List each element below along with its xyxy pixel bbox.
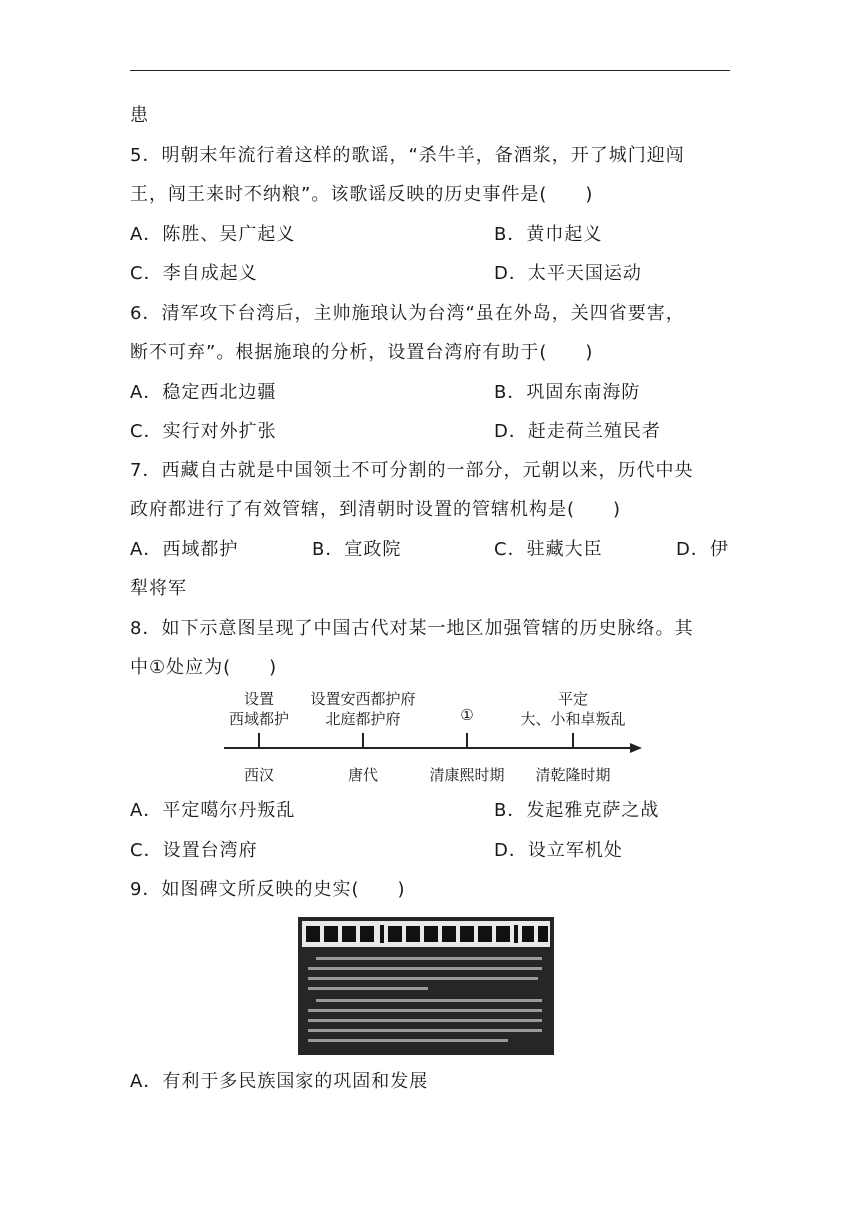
question-7-option-d[interactable]: D．伊	[676, 539, 729, 560]
question-7-option-d-continued: 犁将军	[130, 578, 187, 599]
stele-text-line	[308, 1029, 542, 1032]
history-timeline	[216, 686, 646, 792]
question-9-option-a[interactable]: A．有利于多民族国家的巩固和发展	[130, 1071, 429, 1092]
timeline-arrow-icon	[630, 743, 642, 753]
question-6-stem-line2: 断不可弃”。根据施琅的分析，设置台湾府有助于( )	[130, 342, 594, 363]
continued-text: 患	[130, 105, 149, 126]
stele-text-line	[308, 967, 542, 970]
timeline-tick	[258, 733, 260, 749]
question-8-stem-line2: 中①处应为( )	[130, 657, 278, 678]
stele-text-line	[308, 1009, 542, 1012]
question-8-option-c[interactable]: C．设置台湾府	[130, 840, 258, 861]
question-7-option-a[interactable]: A．西域都护	[130, 539, 239, 560]
stele-text-line	[308, 977, 538, 980]
timeline-event-2-top: 设置安西都护府	[310, 690, 416, 708]
question-7-stem-line1: 7．西藏自古就是中国领土不可分割的一部分，元朝以来，历代中央	[130, 460, 694, 481]
stele-text-line	[316, 957, 542, 960]
question-6-stem-line1: 6．清军攻下台湾后，主帅施琅认为台湾“虽在外岛，关四省要害，	[130, 303, 685, 324]
question-6-option-d[interactable]: D．赶走荷兰殖民者	[494, 421, 661, 442]
question-5-option-b[interactable]: B．黄巾起义	[494, 224, 603, 245]
question-5-option-c[interactable]: C．李自成起义	[130, 263, 258, 284]
timeline-event-3-marker: ①	[460, 706, 474, 724]
timeline-tick	[466, 733, 468, 749]
timeline-period-3: 清康熙时期	[429, 766, 505, 784]
question-6-option-a[interactable]: A．稳定西北边疆	[130, 382, 277, 403]
question-7-stem-line2: 政府都进行了有效管辖，到清朝时设置的管辖机构是( )	[130, 499, 622, 520]
stele-text-line	[316, 999, 542, 1002]
question-9-stem: 9．如图碑文所反映的史实( )	[130, 879, 406, 900]
header-rule	[130, 70, 730, 71]
timeline-tick	[362, 733, 364, 749]
question-5-stem-line2: 王，闯王来时不纳粮”。该歌谣反映的历史事件是( )	[130, 184, 594, 205]
question-5-stem-line1: 5．明朝末年流行着这样的歌谣，“杀牛羊，备酒浆，开了城门迎闯	[130, 145, 685, 166]
question-6-option-b[interactable]: B．巩固东南海防	[494, 382, 641, 403]
timeline-period-2: 唐代	[347, 766, 379, 784]
timeline-tick	[572, 733, 574, 749]
stele-title-strokes	[302, 921, 550, 947]
timeline-event-2-bottom: 北庭都护府	[325, 710, 401, 728]
question-8-option-d[interactable]: D．设立军机处	[494, 840, 623, 861]
timeline-event-1-bottom: 西域都护	[228, 710, 290, 728]
stele-text-line	[308, 987, 428, 990]
question-8-stem-line1: 8．如下示意图呈现了中国古代对某一地区加强管辖的历史脉络。其	[130, 618, 694, 639]
question-7-option-b[interactable]: B．宣政院	[312, 539, 402, 560]
question-8-option-b[interactable]: B．发起雅克萨之战	[494, 800, 660, 821]
stele-title-banner	[302, 921, 550, 947]
timeline-period-1: 西汉	[243, 766, 275, 784]
timeline-event-4-top: 平定	[557, 690, 589, 708]
question-6-option-c[interactable]: C．实行对外扩张	[130, 421, 277, 442]
stele-text-line	[308, 1039, 508, 1042]
question-8-option-a[interactable]: A．平定噶尔丹叛乱	[130, 800, 296, 821]
question-7-option-c[interactable]: C．驻藏大臣	[494, 539, 603, 560]
question-5-option-a[interactable]: A．陈胜、吴广起义	[130, 224, 296, 245]
timeline-period-4: 清乾隆时期	[535, 766, 611, 784]
stele-text-line	[308, 1019, 542, 1022]
timeline-event-4-bottom: 大、小和卓叛乱	[520, 710, 626, 728]
question-5-option-d[interactable]: D．太平天国运动	[494, 263, 642, 284]
stele-inscription-photo	[298, 917, 554, 1055]
timeline-event-1-top: 设置	[243, 690, 275, 708]
